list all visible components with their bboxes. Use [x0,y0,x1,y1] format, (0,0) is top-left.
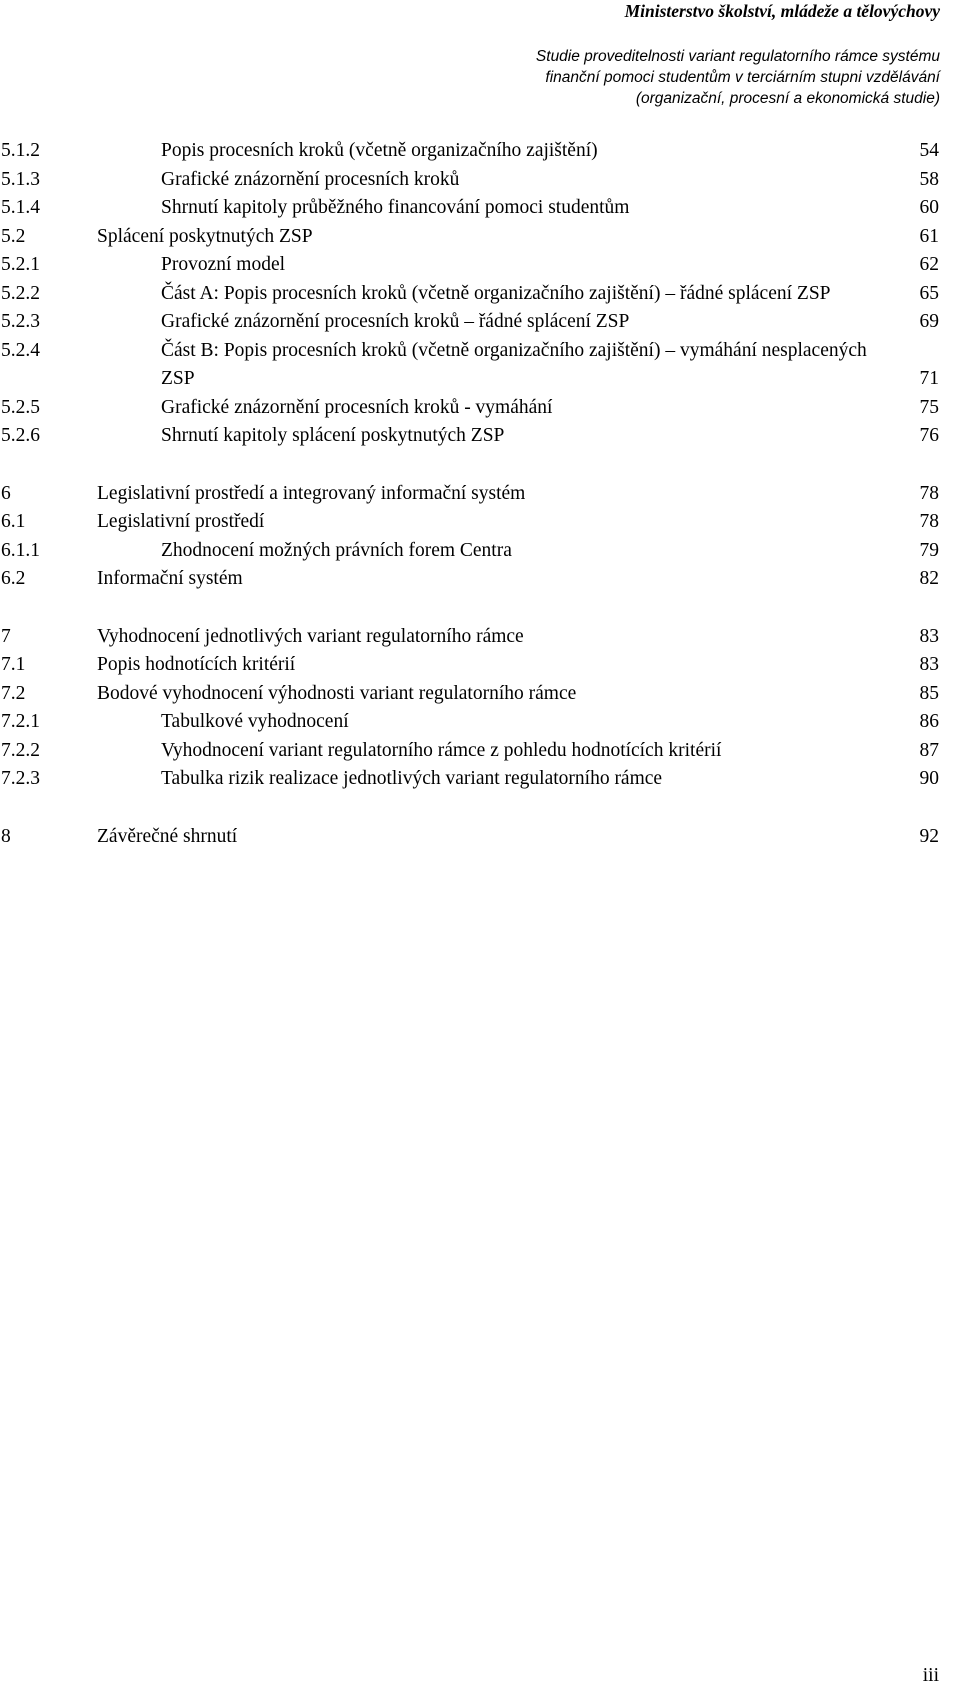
toc-entry-number: 5.1.3 [1,168,40,190]
toc-entry-title: Tabulka rizik realizace jednotlivých variant regulatorního rámce [161,768,663,789]
toc-entry-number: 7.2.2 [1,739,40,761]
toc-entry[interactable] [0,508,960,537]
toc-entry-page: 83 [919,654,939,675]
toc-entry-title: Informační systém [97,568,243,589]
toc-entry[interactable] [0,651,960,680]
toc-entry-number: 6.1 [1,511,26,532]
toc-entry-page: 82 [919,568,939,589]
toc-entry-number: 7.2.3 [1,768,40,789]
toc-entry-title: Část A: Popis procesních kroků (včetně organizačního zajištění) – řádné splácení ZSP [161,282,831,304]
toc-entry-title: Vyhodnocení jednotlivých variant regulatorního rámce [97,625,524,647]
toc-entry-page: 61 [919,225,939,247]
toc-entry[interactable] [0,223,960,252]
toc-entry-title: Legislativní prostředí [97,511,265,532]
ministry-name: Ministerstvo školství, mládeže a tělovýchovy [624,1,940,21]
toc-entry-number: 7 [1,625,11,647]
toc-entry-page: 78 [919,511,939,532]
study-title-line-2: finanční pomoci studentům v terciárním stupni vzdělávání [545,69,940,86]
toc-entry-number: 8 [1,825,11,847]
toc-entry-title: Tabulkové vyhodnocení [161,711,349,732]
toc-entry[interactable] [0,194,960,223]
toc-entry-number: 5.1.4 [1,197,40,218]
toc-entry[interactable] [0,765,960,794]
toc-entry-page: 58 [919,168,939,190]
toc-entry-page: 60 [919,197,939,218]
toc-entry-title: Vyhodnocení variant regulatorního rámce z pohledu hodnotících kritérií [161,739,722,761]
toc-entry-page: 69 [919,311,939,332]
toc-entry[interactable] [0,394,960,423]
toc-entry-page: 86 [919,711,939,732]
toc-entry-number: 5.1.2 [1,140,40,161]
toc-entry[interactable] [0,251,960,280]
toc-entry-title: Grafické znázornění procesních kroků [161,168,460,190]
toc-entry[interactable] [0,480,960,509]
study-title-line-3: (organizační, procesní a ekonomická studie) [635,90,940,107]
toc-entry-page: 79 [919,539,939,561]
toc-entry-title: Popis hodnotících kritérií [97,654,296,675]
toc-entry-page: 65 [919,282,939,304]
toc-entry[interactable] [0,537,960,566]
toc-entry-number: 5.2.3 [1,311,40,332]
toc-entry-title: Bodové vyhodnocení výhodnosti variant regulatorního rámce [97,682,577,704]
toc-entry-page: 90 [919,768,939,789]
table-of-contents [0,137,960,851]
toc-entry-number: 6.1.1 [1,539,40,561]
toc-entry[interactable] [0,137,960,166]
toc-entry-page: 87 [919,739,939,761]
page-number: iii [922,1665,939,1686]
toc-entry-page: 71 [919,368,939,389]
toc-entry-number: 7.2 [1,682,26,704]
toc-entry[interactable] [0,166,960,195]
toc-entry-number: 5.2.4 [1,339,40,361]
toc-entry-number: 5.2.2 [1,282,40,304]
toc-entry[interactable] [0,422,960,451]
toc-entry[interactable] [0,337,960,394]
toc-entry-number: 6 [1,482,11,504]
toc-entry[interactable] [0,823,960,852]
toc-entry-page: 76 [919,425,939,446]
toc-entry-page: 92 [919,825,939,847]
toc-entry-title: Provozní model [161,254,286,275]
study-title-line-1: Studie proveditelnosti variant regulatorního rámce systému [535,48,940,65]
toc-entry-title: Grafické znázornění procesních kroků - vymáhání [161,396,553,418]
toc-entry-title: Zhodnocení možných právních forem Centra [161,539,512,561]
toc-entry-page: 83 [919,625,939,647]
toc-entry-title: Popis procesních kroků (včetně organizačního zajištění) [161,140,598,161]
toc-entry-title: Shrnutí kapitoly průběžného financování pomoci studentům [161,197,630,218]
toc-entry-page: 75 [919,396,939,418]
toc-entry-number: 7.1 [1,654,26,675]
toc-entry[interactable] [0,308,960,337]
toc-entry[interactable] [0,737,960,766]
toc-entry-number: 5.2.1 [1,254,40,275]
toc-entry[interactable] [0,623,960,652]
toc-entry-number: 5.2.5 [1,396,40,418]
toc-entry[interactable] [0,708,960,737]
toc-entry-title: Legislativní prostředí a integrovaný informační systém [97,482,526,504]
toc-entry-page: 78 [919,482,939,504]
toc-entry-title: Splácení poskytnutých ZSP [97,225,313,247]
toc-entry-page: 54 [919,140,939,161]
toc-entry[interactable] [0,565,960,594]
toc-entry-number: 5.2 [1,225,26,247]
document-header [40,0,940,109]
toc-entry[interactable] [0,680,960,709]
toc-entry-title: Grafické znázornění procesních kroků – řádné splácení ZSP [161,311,630,332]
toc-entry-title: Část B: Popis procesních kroků (včetně organizačního zajištění) – vymáhání nesplacených ZSP [161,339,867,389]
toc-entry-number: 6.2 [1,568,26,589]
toc-entry-page: 62 [919,254,939,275]
toc-entry-title: Shrnutí kapitoly splácení poskytnutých ZSP [161,425,505,446]
toc-entry-number: 5.2.6 [1,425,40,446]
toc-entry-number: 7.2.1 [1,711,40,732]
toc-entry-title: Závěrečné shrnutí [97,825,238,847]
toc-entry[interactable] [0,280,960,309]
toc-entry-page: 85 [919,682,939,704]
